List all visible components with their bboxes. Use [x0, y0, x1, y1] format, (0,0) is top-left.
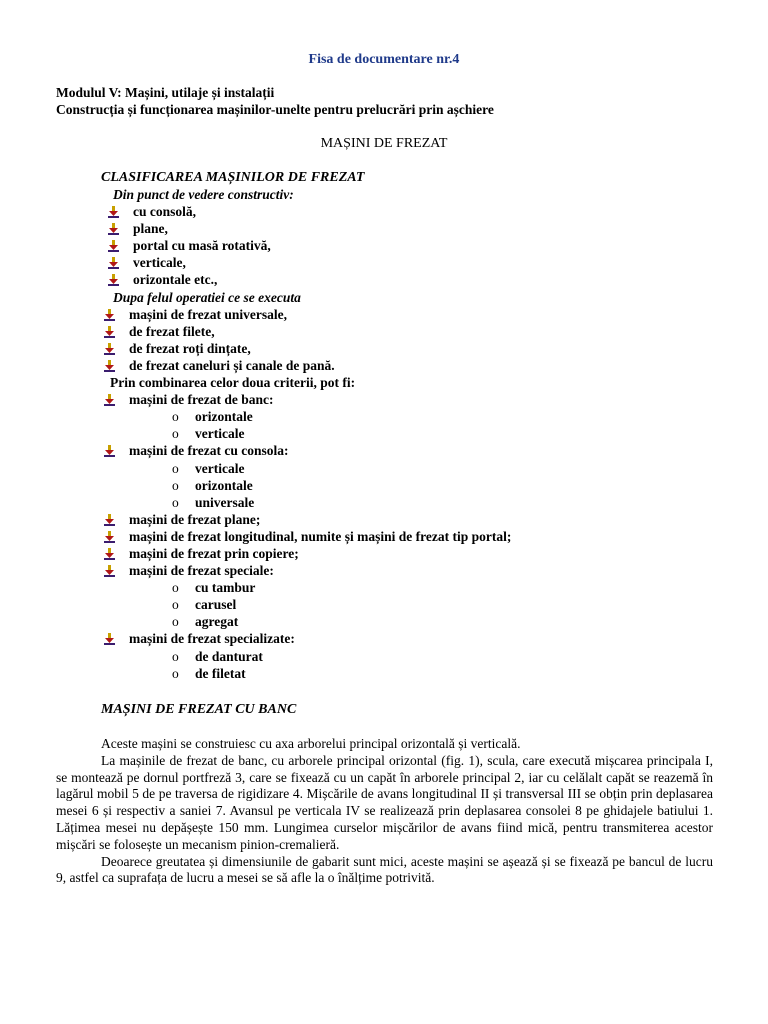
- sub-list-item-label: orizontale: [195, 409, 253, 425]
- sub-list-item: [0, 425, 768, 442]
- module-header: [56, 84, 494, 118]
- circle-bullet-icon: o: [172, 409, 179, 425]
- list-item: [0, 357, 768, 374]
- arrow-bullet-icon: [104, 308, 115, 320]
- sub-list-item: [0, 596, 768, 613]
- arrow-bullet-icon: [104, 342, 115, 354]
- sub-list-item-label: universale: [195, 494, 255, 510]
- sub-list-item: [0, 460, 768, 477]
- list-item-label: mașini de frezat de banc:: [129, 392, 274, 408]
- list-item: [0, 340, 768, 357]
- sub-list-item-label: de danturat: [195, 648, 263, 664]
- list-item-label: mașini de frezat prin copiere;: [129, 545, 299, 561]
- list-subheading: [0, 289, 768, 306]
- list-item: [0, 528, 768, 545]
- circle-bullet-icon: o: [172, 460, 179, 476]
- sub-list-item: [0, 613, 768, 630]
- list-subheading: [0, 374, 768, 391]
- module-line-1: Modulul V: Mașini, utilaje și instalații: [56, 85, 275, 100]
- arrow-bullet-icon: [108, 256, 119, 268]
- list-item-label: orizontale etc.,: [133, 272, 218, 288]
- paragraph: La mașinile de frezat de banc, cu arborele principal orizontal (fig. 1), scula, care execută mișcarea principala I, se montează pe dornul portfreză 3, care se fixează cu un capăt în arborele principal 2, iar cu celălalt capăt se reazemă în lagărul mobil 5 de pe traversa de rigidizare 4. Mișcările de avans longitudinal II și transversal III se obțin prin deplasarea mesei 6 și respectiv a saniei 7. Avansul pe verticala IV se realizează prin deplasarea consolei 8 pe ghidajele batiului 1. Lățimea mesei nu depășește 150 mm. Lungimea curselor mișcărilor de avans fiind mică, pentru transmiterea acestor mișcări se folosește un mecanism pinion-cremalieră.: [56, 752, 713, 852]
- sub-list-item-label: orizontale: [195, 477, 253, 493]
- list-item: [0, 306, 768, 323]
- sub-list-item-label: agregat: [195, 614, 239, 630]
- arrow-bullet-icon: [104, 547, 115, 559]
- arrow-bullet-icon: [108, 273, 119, 285]
- circle-bullet-icon: o: [172, 426, 179, 442]
- arrow-bullet-icon: [104, 513, 115, 525]
- sub-list-item: [0, 648, 768, 665]
- arrow-bullet-icon: [104, 393, 115, 405]
- sub-list-item-label: de filetat: [195, 665, 246, 681]
- list-item: [0, 203, 768, 220]
- list-item: [0, 237, 768, 254]
- list-item: [0, 271, 768, 288]
- list-item: [0, 391, 768, 408]
- list-subheading-label: Dupa felul operatiei ce se executa: [113, 289, 301, 305]
- sub-list-item: [0, 494, 768, 511]
- circle-bullet-icon: o: [172, 648, 179, 664]
- circle-bullet-icon: o: [172, 597, 179, 613]
- list-item: [0, 562, 768, 579]
- sub-list-item-label: cu tambur: [195, 580, 256, 596]
- module-line-2: Construcția și funcționarea mașinilor-unelte pentru prelucrări prin așchiere: [56, 102, 494, 117]
- list-item-label: de frezat caneluri și canale de pană.: [129, 357, 335, 373]
- list-subheading-label: Din punct de vedere constructiv:: [113, 187, 294, 202]
- list-item: [0, 630, 768, 647]
- list-item-label: mașini de frezat speciale:: [129, 563, 274, 579]
- list-item: [0, 545, 768, 562]
- sub-list-item: [0, 665, 768, 682]
- list-item: [0, 220, 768, 237]
- list-item-label: mașini de frezat cu consola:: [129, 443, 289, 459]
- arrow-bullet-icon: [108, 239, 119, 251]
- list-item-label: mașini de frezat universale,: [129, 306, 287, 322]
- list-item-label: de frezat filete,: [129, 323, 215, 339]
- sub-list-item-label: verticale: [195, 460, 245, 476]
- circle-bullet-icon: o: [172, 580, 179, 596]
- classification-list: [0, 186, 768, 682]
- section-title: MAȘINI DE FREZAT: [320, 136, 448, 151]
- list-item: [0, 511, 768, 528]
- list-item: [0, 442, 768, 459]
- list-item-label: mașini de frezat specializate:: [129, 631, 295, 647]
- list-item-label: mașini de frezat longitudinal, numite și mașini de frezat tip portal;: [129, 528, 512, 544]
- circle-bullet-icon: o: [172, 494, 179, 510]
- arrow-bullet-icon: [104, 530, 115, 542]
- arrow-bullet-icon: [104, 564, 115, 576]
- classification-title: CLASIFICAREA MAȘINILOR DE FREZAT: [101, 170, 365, 185]
- list-item-label: mașini de frezat plane;: [129, 511, 261, 527]
- banc-section-title: MAȘINI DE FREZAT CU BANC: [101, 702, 297, 717]
- list-item-label: de frezat roți dințate,: [129, 340, 251, 356]
- arrow-bullet-icon: [108, 205, 119, 217]
- arrow-bullet-icon: [104, 444, 115, 456]
- list-subheading-label: Prin combinarea celor doua criterii, pot fi:: [110, 375, 356, 391]
- sub-list-item: [0, 579, 768, 596]
- sub-list-item: [0, 477, 768, 494]
- list-item-label: plane,: [133, 221, 168, 237]
- list-item-label: verticale,: [133, 255, 186, 271]
- list-item: [0, 323, 768, 340]
- paragraph: Deoarece greutatea și dimensiunile de gabarit sunt mici, aceste mașini se așează și se fixează pe bancul de lucru 9, astfel ca suprafața de lucru a mesei se să afle la o înălțime potrivită.: [56, 853, 713, 886]
- circle-bullet-icon: o: [172, 665, 179, 681]
- sub-list-item-label: verticale: [195, 426, 245, 442]
- list-item: [0, 254, 768, 271]
- arrow-bullet-icon: [104, 632, 115, 644]
- paragraph: Aceste mașini se construiesc cu axa arborelui principal orizontală și verticală.: [101, 736, 521, 751]
- list-subheading: [0, 186, 768, 203]
- circle-bullet-icon: o: [172, 477, 179, 493]
- sub-list-item: [0, 408, 768, 425]
- list-item-label: portal cu masă rotativă,: [133, 238, 271, 254]
- list-item-label: cu consolă,: [133, 204, 197, 220]
- arrow-bullet-icon: [108, 222, 119, 234]
- arrow-bullet-icon: [104, 359, 115, 371]
- document-title: Fisa de documentare nr.4: [308, 52, 460, 67]
- circle-bullet-icon: o: [172, 614, 179, 630]
- sub-list-item-label: carusel: [195, 597, 237, 613]
- arrow-bullet-icon: [104, 325, 115, 337]
- banc-paragraphs: [56, 736, 713, 887]
